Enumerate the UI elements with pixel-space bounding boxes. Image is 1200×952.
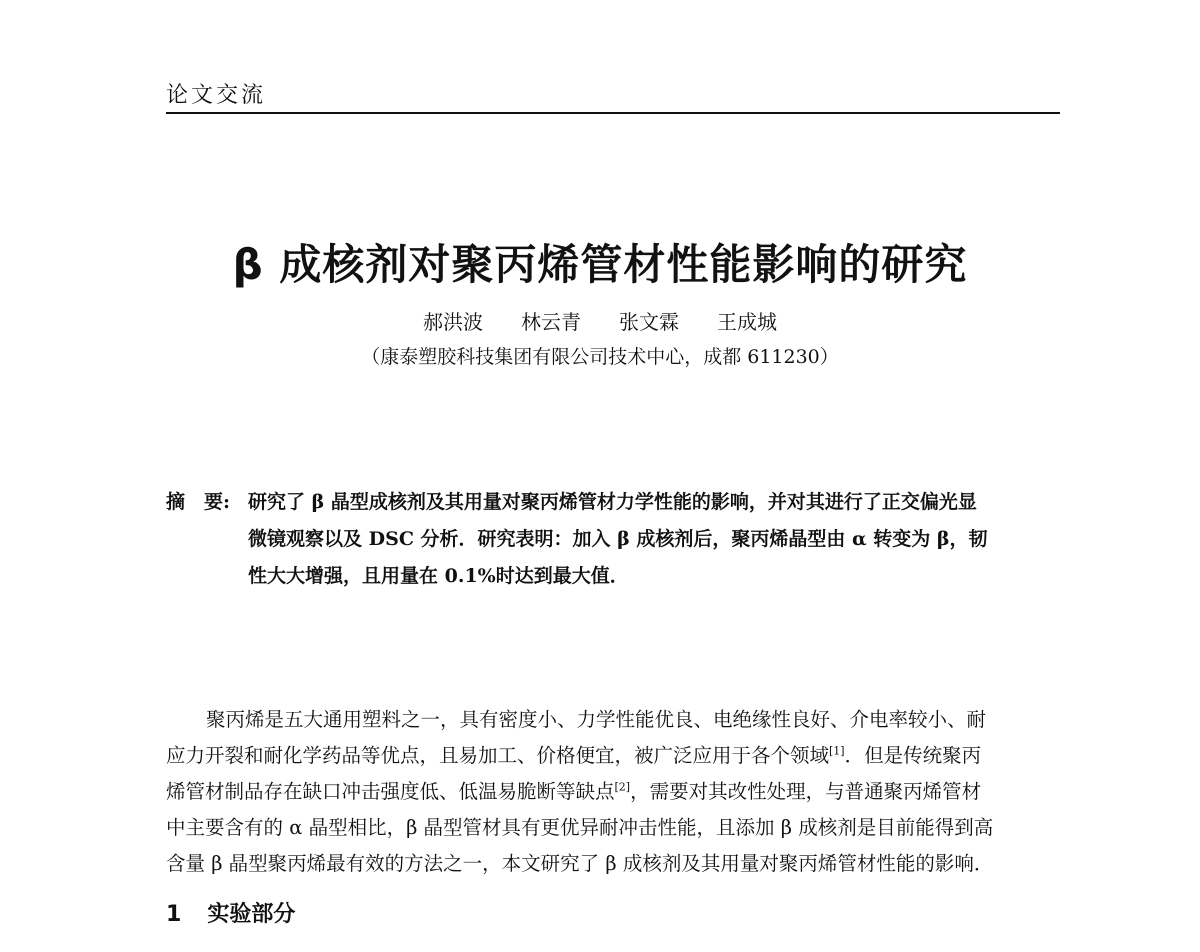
intro-text: 烯管材制品存在缺口冲击强度低、低温易脆断等缺点 <box>166 780 615 803</box>
intro-text: ．但是传统聚丙 <box>844 744 982 767</box>
header-divider <box>166 112 1060 114</box>
author-name: 郝洪波 <box>423 310 483 334</box>
abstract-line: 研究了 β 晶型成核剂及其用量对聚丙烯管材力学性能的影响，并对其进行了正交偏光显 <box>248 491 977 513</box>
paper-title: β 成核剂对聚丙烯管材性能影响的研究 <box>232 240 968 289</box>
intro-line: 聚丙烯是五大通用塑料之一，具有密度小、力学性能优良、电绝缘性良好、介电率较小、耐 <box>206 708 987 731</box>
section-number: 1 <box>166 902 182 927</box>
abstract-text <box>248 484 1056 595</box>
intro-line: 含量 β 晶型聚丙烯最有效的方法之一，本文研究了 β 成核剂及其用量对聚丙烯管材性能的影响． <box>166 852 994 875</box>
author-affiliation: （康泰塑胶科技集团有限公司技术中心，成都 611230） <box>361 346 839 368</box>
section-heading <box>166 897 295 928</box>
author-name: 王成城 <box>717 310 777 334</box>
introduction-paragraph <box>166 702 1056 882</box>
author-name: 林云青 <box>521 310 581 334</box>
section-title: 实验部分 <box>207 902 296 927</box>
abstract-line: 性大大增强，且用量在 0.1%时达到最大值． <box>248 565 629 587</box>
intro-line <box>166 774 1056 810</box>
author-name: 张文霖 <box>619 310 679 334</box>
citation-ref: [1] <box>829 744 845 758</box>
intro-line: 中主要含有的 α 晶型相比，β 晶型管材具有更优异耐冲击性能，且添加 β 成核剂是目前能得到高 <box>166 816 994 839</box>
journal-section-label: 论文交流 <box>166 83 267 108</box>
abstract-line: 微镜观察以及 DSC 分析．研究表明：加入 β 成核剂后，聚丙烯晶型由 α 转变为 β，韧 <box>248 528 988 550</box>
intro-text: ，需要对其改性处理，与普通聚丙烯管材 <box>630 780 982 803</box>
intro-line <box>166 738 1056 774</box>
abstract-label: 摘 要: <box>166 491 231 513</box>
citation-ref: [2] <box>614 780 631 794</box>
intro-text: 应力开裂和耐化学药品等优点，且易加工、价格便宜，被广泛应用于各个领域 <box>166 744 830 767</box>
abstract-block <box>166 484 1056 595</box>
author-list <box>300 306 900 335</box>
